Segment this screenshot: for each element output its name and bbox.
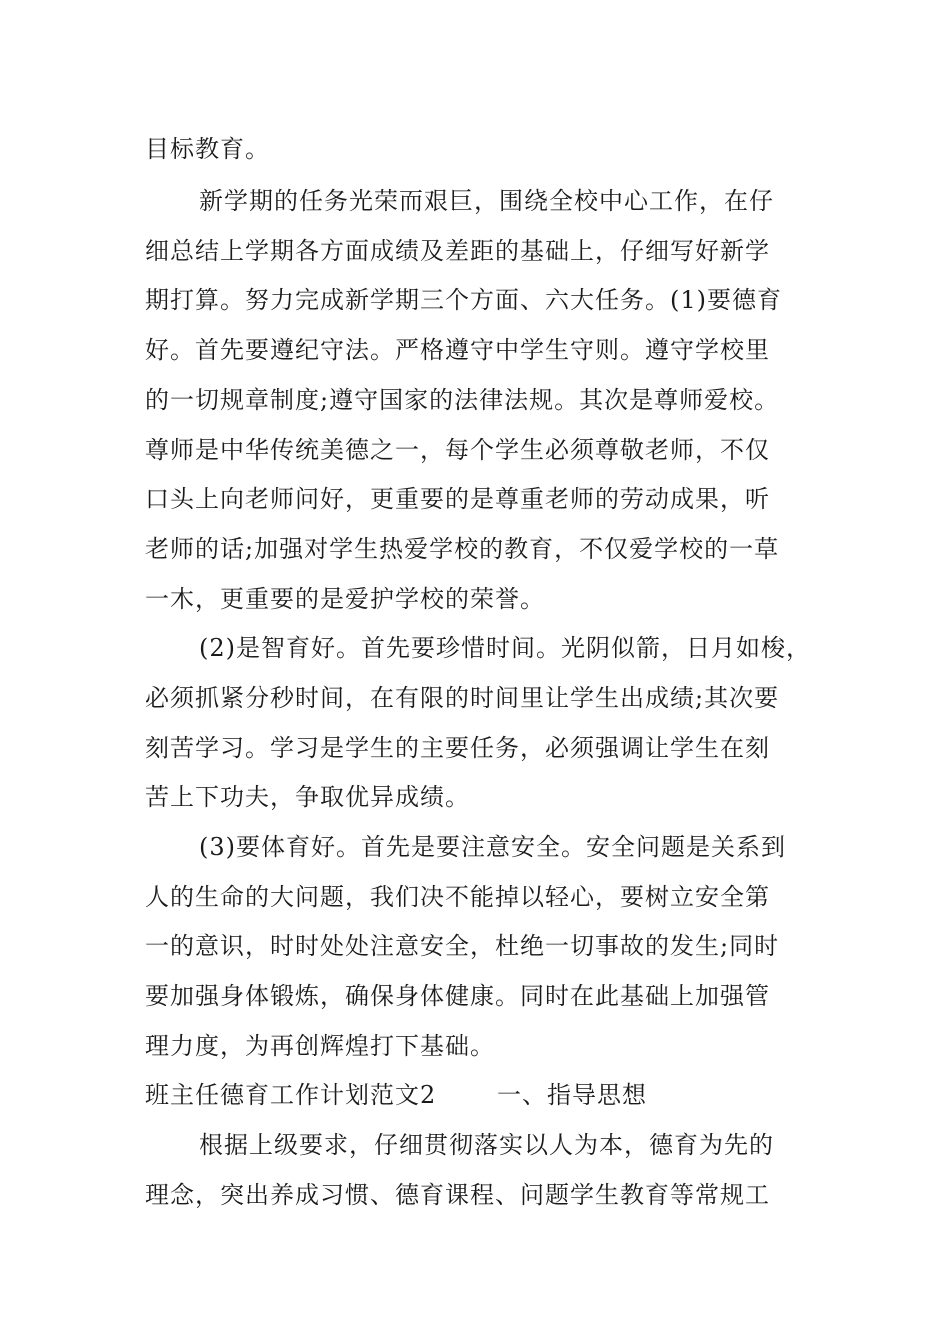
section-subtitle: 一、指导思想 bbox=[497, 1081, 647, 1109]
text-line: 一木，更重要的是爱护学校的荣誉。 bbox=[145, 585, 545, 613]
text-line: 必须抓紧分秒时间，在有限的时间里让学生出成绩;其次要 bbox=[145, 684, 780, 712]
text-line: 理念，突出养成习惯、德育课程、问题学生教育等常规工 bbox=[145, 1181, 770, 1209]
paragraph-start-line: 根据上级要求，仔细贯彻落实以人为本，德育为先的 bbox=[199, 1131, 774, 1159]
text-line: 人的生命的大问题，我们决不能掉以轻心，要树立安全第 bbox=[145, 883, 770, 911]
section-title: 班主任德育工作计划范文2 bbox=[145, 1081, 437, 1109]
text-line: 要加强身体锻炼，确保身体健康。同时在此基础上加强管 bbox=[145, 982, 770, 1010]
text-line: 理力度，为再创辉煌打下基础。 bbox=[145, 1032, 495, 1060]
text-line: 好。首先要遵纪守法。严格遵守中学生守则。遵守学校里 bbox=[145, 336, 770, 364]
text-line: 期打算。努力完成新学期三个方面、六大任务。(1)要德育 bbox=[145, 286, 782, 314]
paragraph-start-line: (3)要体育好。首先是要注意安全。安全问题是关系到 bbox=[199, 833, 786, 861]
text-line: 尊师是中华传统美德之一，每个学生必须尊敬老师，不仅 bbox=[145, 436, 770, 464]
text-line: 一的意识，时时处处注意安全，杜绝一切事故的发生;同时 bbox=[145, 932, 780, 960]
text-line: 口头上向老师问好，更重要的是尊重老师的劳动成果，听 bbox=[145, 485, 770, 513]
text-line: 苦上下功夫，争取优异成绩。 bbox=[145, 783, 470, 811]
paragraph-start-line: (2)是智育好。首先要珍惜时间。光阴似箭，日月如梭， bbox=[199, 634, 811, 662]
text-line: 老师的话;加强对学生热爱学校的教育，不仅爱学校的一草 bbox=[145, 535, 780, 563]
text-line: 细总结上学期各方面成绩及差距的基础上，仔细写好新学 bbox=[145, 237, 770, 265]
paragraph-start-line: 新学期的任务光荣而艰巨，围绕全校中心工作，在仔 bbox=[199, 187, 774, 215]
text-line: 刻苦学习。学习是学生的主要任务，必须强调让学生在刻 bbox=[145, 734, 770, 762]
text-line: 目标教育。 bbox=[145, 135, 270, 163]
text-line: 的一切规章制度;遵守国家的法律法规。其次是尊师爱校。 bbox=[145, 386, 780, 414]
